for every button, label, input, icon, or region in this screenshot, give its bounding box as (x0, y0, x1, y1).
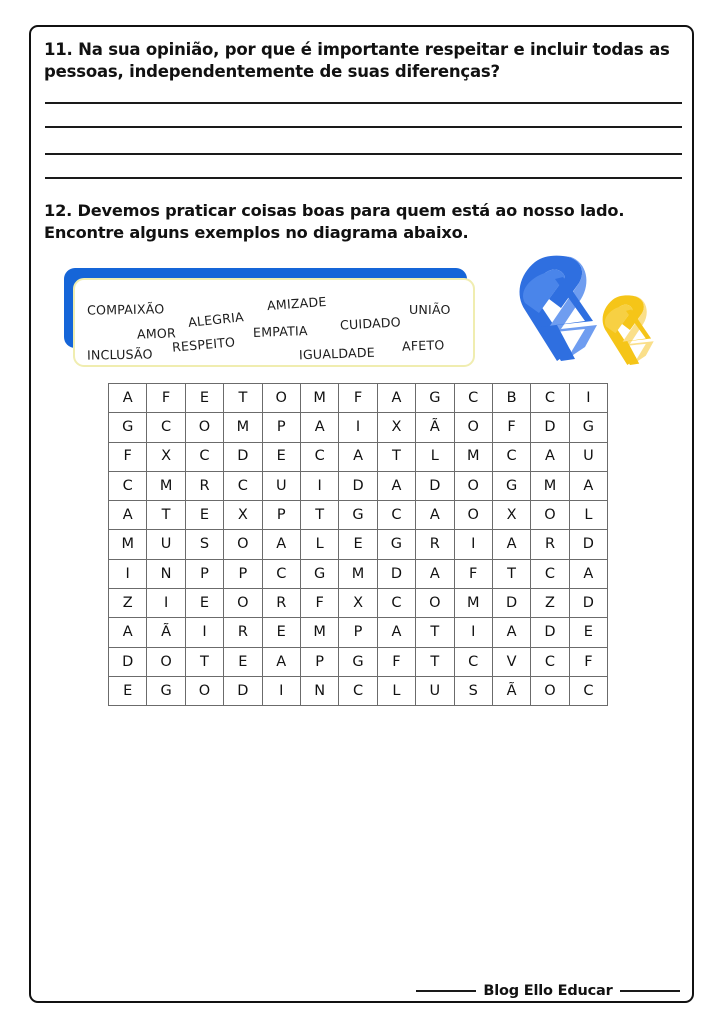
word-grid-cell[interactable]: M (454, 589, 492, 618)
word-grid-cell[interactable]: D (224, 442, 262, 471)
word-grid-cell[interactable]: A (109, 618, 147, 647)
word-grid-cell[interactable]: E (262, 442, 300, 471)
word-grid-cell[interactable]: E (339, 530, 377, 559)
word-grid-cell[interactable]: P (262, 413, 300, 442)
word-grid-row (109, 413, 608, 442)
word-grid-cell[interactable]: D (569, 589, 607, 618)
yellow-awareness-ribbon (603, 295, 654, 365)
word-grid-cell[interactable]: T (300, 501, 338, 530)
word-grid-cell[interactable]: N (147, 559, 185, 588)
word-grid-cell[interactable]: D (339, 471, 377, 500)
word-grid-cell[interactable]: U (569, 442, 607, 471)
word-grid-cell[interactable]: X (147, 442, 185, 471)
word-bank-word: RESPEITO (171, 334, 236, 355)
word-grid-cell[interactable]: O (454, 501, 492, 530)
word-grid-cell[interactable]: C (531, 384, 569, 413)
word-grid-cell[interactable]: A (300, 413, 338, 442)
word-grid-cell[interactable]: X (224, 501, 262, 530)
word-grid-cell[interactable]: V (492, 647, 530, 676)
word-grid-cell[interactable]: M (300, 618, 338, 647)
word-grid-cell[interactable]: F (339, 384, 377, 413)
word-grid-cell[interactable]: I (109, 559, 147, 588)
word-grid-cell[interactable]: O (454, 471, 492, 500)
word-grid-cell[interactable]: L (569, 501, 607, 530)
word-grid-cell[interactable]: D (569, 530, 607, 559)
answer-line-4[interactable] (45, 177, 682, 179)
word-grid-cell[interactable]: Ã (492, 676, 530, 705)
word-grid-cell[interactable]: C (454, 647, 492, 676)
word-grid-cell[interactable]: U (147, 530, 185, 559)
word-grid-cell[interactable]: M (454, 442, 492, 471)
word-grid-cell[interactable]: C (569, 676, 607, 705)
word-grid-row (109, 676, 608, 705)
word-grid-row (109, 442, 608, 471)
word-grid-cell[interactable]: S (185, 530, 223, 559)
word-grid-cell[interactable]: D (531, 618, 569, 647)
word-grid-cell[interactable]: A (377, 618, 415, 647)
word-grid-row (109, 589, 608, 618)
word-bank-word: IGUALDADE (298, 344, 376, 363)
ribbons-svg (505, 255, 685, 375)
word-search-grid-body (109, 384, 608, 706)
word-grid-cell[interactable]: P (262, 501, 300, 530)
answer-line-1[interactable] (45, 102, 682, 104)
word-grid-cell[interactable]: C (377, 501, 415, 530)
word-grid-cell[interactable]: M (147, 471, 185, 500)
word-grid-cell[interactable]: O (224, 530, 262, 559)
word-grid-row (109, 647, 608, 676)
word-bank-word: ALEGRIA (187, 309, 245, 330)
word-grid-cell[interactable]: O (531, 676, 569, 705)
word-grid-cell[interactable]: D (109, 647, 147, 676)
word-grid-cell[interactable]: N (300, 676, 338, 705)
word-grid-cell[interactable]: G (416, 384, 454, 413)
word-grid-cell[interactable]: A (492, 530, 530, 559)
word-grid-cell[interactable]: I (454, 618, 492, 647)
word-grid-cell[interactable]: X (377, 413, 415, 442)
word-grid-cell[interactable]: F (377, 647, 415, 676)
word-grid-cell[interactable]: O (185, 413, 223, 442)
word-grid-cell[interactable]: C (339, 676, 377, 705)
word-grid-cell[interactable]: F (300, 589, 338, 618)
word-grid-cell[interactable]: A (569, 471, 607, 500)
word-grid-row (109, 530, 608, 559)
word-grid-cell[interactable]: C (109, 471, 147, 500)
word-grid-cell[interactable]: G (569, 413, 607, 442)
word-bank-box (73, 278, 475, 367)
word-grid-cell[interactable]: E (185, 501, 223, 530)
word-grid-cell[interactable]: C (531, 559, 569, 588)
word-grid-cell[interactable]: A (109, 501, 147, 530)
word-grid-cell[interactable]: I (262, 676, 300, 705)
word-grid-cell[interactable]: F (147, 384, 185, 413)
word-grid-cell[interactable]: A (262, 647, 300, 676)
word-grid-cell[interactable]: T (147, 501, 185, 530)
answer-line-2[interactable] (45, 126, 682, 128)
word-grid-cell[interactable]: X (492, 501, 530, 530)
word-grid-cell[interactable]: C (492, 442, 530, 471)
word-bank-word: EMPATIA (252, 323, 308, 340)
word-grid-cell[interactable]: A (492, 618, 530, 647)
word-grid-cell[interactable]: Z (531, 589, 569, 618)
answer-line-3[interactable] (45, 153, 682, 155)
word-grid-cell[interactable]: M (109, 530, 147, 559)
word-grid-cell[interactable]: R (224, 618, 262, 647)
footer-rule-right (620, 990, 680, 992)
ribbons-illustration (505, 255, 685, 375)
footer-rule-left (416, 990, 476, 992)
word-bank-word: UNIÃO (409, 302, 451, 317)
word-grid-cell[interactable]: F (492, 413, 530, 442)
word-grid-cell[interactable]: P (300, 647, 338, 676)
word-grid-cell[interactable]: C (185, 442, 223, 471)
word-grid-cell[interactable]: A (416, 501, 454, 530)
word-grid-cell[interactable]: S (454, 676, 492, 705)
word-grid-cell[interactable]: D (377, 559, 415, 588)
word-grid-cell[interactable]: T (492, 559, 530, 588)
word-grid-cell[interactable]: C (147, 413, 185, 442)
word-grid-cell[interactable]: I (300, 471, 338, 500)
word-grid-cell[interactable]: E (569, 618, 607, 647)
word-grid-cell[interactable]: I (147, 589, 185, 618)
word-grid-cell[interactable]: A (377, 384, 415, 413)
word-grid-cell[interactable]: O (224, 589, 262, 618)
word-grid-cell[interactable]: I (569, 384, 607, 413)
word-grid-cell[interactable]: O (147, 647, 185, 676)
word-grid-cell[interactable]: O (262, 384, 300, 413)
word-grid-cell[interactable]: G (492, 471, 530, 500)
word-grid-cell[interactable]: D (531, 413, 569, 442)
question-11-text: 11. Na sua opinião, por que é importante respeitar e incluir todas as pessoas, independentemente de suas diferenças? (44, 40, 670, 82)
word-grid-cell[interactable]: R (185, 471, 223, 500)
word-grid-cell[interactable]: G (377, 530, 415, 559)
word-grid-cell[interactable]: E (262, 618, 300, 647)
word-grid-cell[interactable]: T (416, 647, 454, 676)
word-bank-word: INCLUSÃO (86, 346, 153, 363)
word-grid-cell[interactable]: A (377, 471, 415, 500)
footer (416, 978, 680, 1004)
word-grid-cell[interactable]: X (339, 589, 377, 618)
word-grid-cell[interactable]: L (377, 676, 415, 705)
word-grid-cell[interactable]: D (224, 676, 262, 705)
word-grid-cell[interactable]: O (185, 676, 223, 705)
word-grid-cell[interactable]: M (300, 384, 338, 413)
word-grid-cell[interactable]: M (531, 471, 569, 500)
word-grid-cell[interactable]: A (262, 530, 300, 559)
word-search-grid-wrapper (108, 383, 608, 706)
word-bank-word: AMIZADE (266, 293, 327, 314)
word-bank (64, 268, 474, 368)
word-grid-cell[interactable]: R (262, 589, 300, 618)
word-search-grid[interactable] (108, 383, 608, 706)
word-grid-cell[interactable]: Z (109, 589, 147, 618)
word-grid-cell[interactable]: M (224, 413, 262, 442)
word-grid-cell[interactable]: G (300, 559, 338, 588)
word-grid-cell[interactable]: C (454, 384, 492, 413)
word-grid-cell[interactable]: C (224, 471, 262, 500)
word-grid-cell[interactable]: C (300, 442, 338, 471)
word-grid-cell[interactable]: G (339, 501, 377, 530)
word-grid-cell[interactable]: A (109, 384, 147, 413)
word-grid-cell[interactable]: T (224, 384, 262, 413)
word-grid-row (109, 501, 608, 530)
word-grid-cell[interactable]: P (339, 618, 377, 647)
word-grid-cell[interactable]: O (416, 589, 454, 618)
word-grid-cell[interactable]: R (416, 530, 454, 559)
word-grid-cell[interactable]: F (569, 647, 607, 676)
word-grid-cell[interactable]: D (416, 471, 454, 500)
blue-awareness-ribbon (520, 256, 597, 361)
word-grid-cell[interactable]: I (339, 413, 377, 442)
word-grid-cell[interactable]: G (339, 647, 377, 676)
word-grid-cell[interactable]: U (262, 471, 300, 500)
word-grid-cell[interactable]: D (492, 589, 530, 618)
word-grid-cell[interactable]: O (454, 413, 492, 442)
word-grid-cell[interactable]: E (185, 589, 223, 618)
word-grid-cell[interactable]: G (147, 676, 185, 705)
word-grid-cell[interactable]: E (224, 647, 262, 676)
word-grid-cell[interactable]: B (492, 384, 530, 413)
word-grid-cell[interactable]: O (531, 501, 569, 530)
word-grid-cell[interactable]: C (262, 559, 300, 588)
word-grid-cell[interactable]: L (416, 442, 454, 471)
question-12-text: 12. Devemos praticar coisas boas para quem está ao nosso lado. Encontre alguns exemplos no diagrama abaixo. (44, 201, 625, 242)
word-grid-cell[interactable]: P (224, 559, 262, 588)
word-grid-cell[interactable]: Ã (416, 413, 454, 442)
word-grid-cell[interactable]: F (454, 559, 492, 588)
word-grid-cell[interactable]: U (416, 676, 454, 705)
word-grid-cell[interactable]: R (531, 530, 569, 559)
word-grid-cell[interactable]: A (531, 442, 569, 471)
word-grid-cell[interactable]: M (339, 559, 377, 588)
word-grid-cell[interactable]: A (569, 559, 607, 588)
word-grid-cell[interactable]: A (416, 559, 454, 588)
word-grid-cell[interactable]: C (377, 589, 415, 618)
word-grid-cell[interactable]: A (339, 442, 377, 471)
word-grid-cell[interactable]: I (454, 530, 492, 559)
word-grid-cell[interactable]: Ã (147, 618, 185, 647)
word-bank-word: COMPAIXÃO (86, 301, 165, 318)
word-grid-row (109, 559, 608, 588)
word-grid-row (109, 384, 608, 413)
word-grid-cell[interactable]: I (185, 618, 223, 647)
word-grid-cell[interactable]: L (300, 530, 338, 559)
word-grid-cell[interactable]: T (377, 442, 415, 471)
word-bank-word: CUIDADO (339, 314, 402, 333)
word-grid-cell[interactable]: T (185, 647, 223, 676)
word-grid-cell[interactable]: G (109, 413, 147, 442)
word-grid-cell[interactable]: E (185, 384, 223, 413)
word-grid-cell[interactable]: F (109, 442, 147, 471)
word-grid-cell[interactable]: T (416, 618, 454, 647)
word-bank-word: AFETO (401, 337, 445, 354)
word-grid-cell[interactable]: P (185, 559, 223, 588)
word-grid-cell[interactable]: E (109, 676, 147, 705)
word-grid-row (109, 618, 608, 647)
footer-brand-text: Blog Ello Educar (483, 983, 613, 999)
word-grid-row (109, 471, 608, 500)
word-grid-cell[interactable]: C (531, 647, 569, 676)
word-bank-word: AMOR (136, 325, 177, 342)
